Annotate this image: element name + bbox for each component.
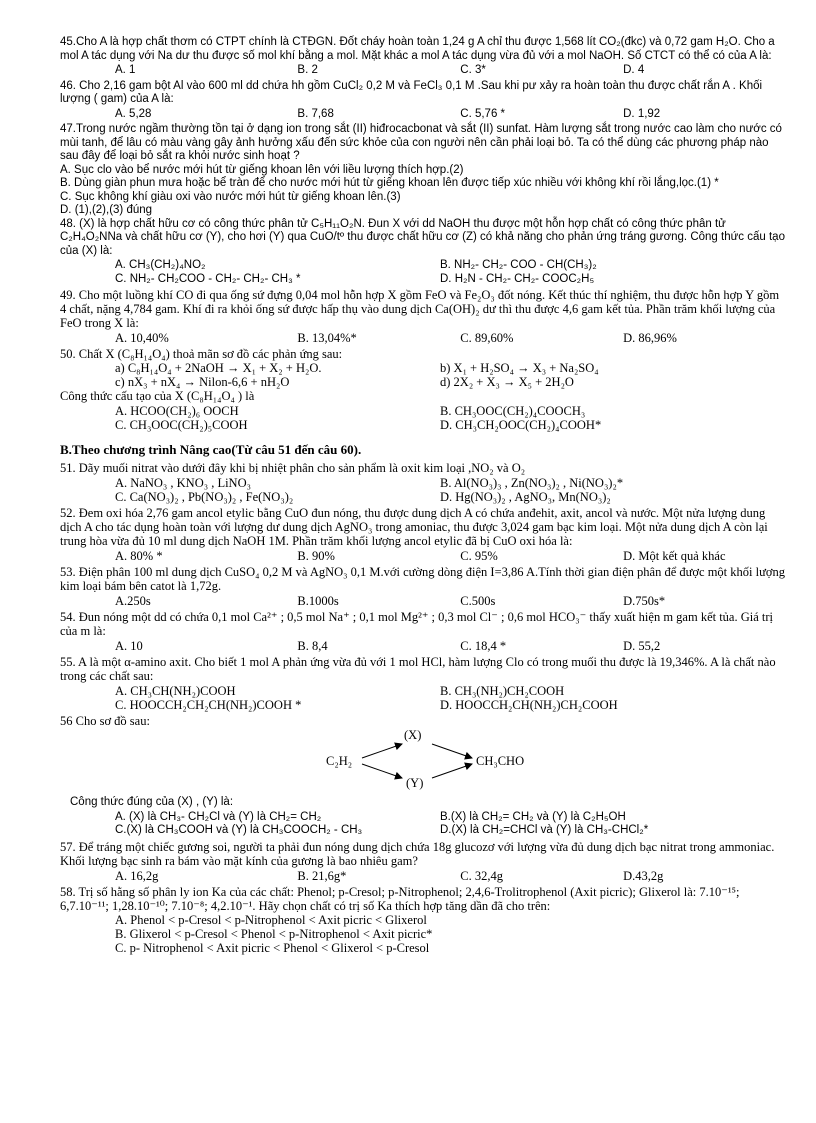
option-b: B. Glixerol < p-Cresol < Phenol < p-Nitrophenol < Axit picric*	[115, 926, 433, 941]
question-stem: 52. Đem oxi hóa 2,76 gam ancol etylic bằng CuO đun nóng, thu được dung dịch A có chứa anđehit, axit, ancol và nước. Một nửa lượng dung dịch A cho tác dụng hoàn toàn với lượng dư dung dịch AgNO₃ trong amoniac, thu được 3,024 gam bạc kim loại. Một nửa dung dịch A còn lại trung hòa vừa đủ 10 ml dung dịch NaOH 1M. Phần trăm khối lượng ancol etylic đã bị CuO oxi hóa là:	[60, 506, 768, 548]
question-46	[60, 80, 786, 122]
option-d: D.(X) là CH₂=CHCl và (Y) là CH₃-CHCl₂*	[440, 824, 649, 836]
option-d: D. HOOCCH₂CH(NH₂)CH₂COOH	[440, 698, 618, 712]
option-c: C. 32,4g	[460, 868, 503, 883]
equation-b: b) X₁ + H₂SO₄ → X₃ + Na₂SO₄	[440, 361, 599, 375]
arrow-x-to-right	[432, 744, 472, 758]
question-stem: 46. Cho 2,16 gam bột Al vào 600 ml dd chứa hh gồm CuCl₂ 0,2 M và FeCl₃ 0,1 M .Sau khi pư xảy ra hoàn toàn thu được chất rắn A . Khối lượng ( gam) của A là:	[60, 79, 763, 105]
option-c: C. 18,4 *	[460, 639, 507, 653]
option-c: C. 89,60%	[460, 331, 514, 345]
equation-a: a) C₈H₁₄O₄ + 2NaOH → X₁ + X₂ + H₂O.	[115, 361, 322, 375]
option-a: A. Sục clo vào bể nước mới hút từ giếng khoan lên với liều lượng thích hợp.(2)	[60, 163, 464, 176]
options-grid	[60, 404, 786, 432]
arrow-left-to-x	[362, 744, 402, 758]
reaction-scheme	[60, 361, 786, 389]
option-b: B. 90%	[297, 549, 335, 563]
option-b: B.1000s	[297, 594, 339, 608]
options-row	[60, 549, 786, 563]
options-row	[60, 639, 786, 653]
question-stem: 54. Đun nóng một dd có chứa 0,1 mol Ca²⁺ ; 0,5 mol Na⁺ ; 0,1 mol Mg²⁺ ; 0,3 mol Cl⁻ ; 0,6 mol HCO₃⁻ thấy xuất hiện m gam kết tủa. Giá trị của m là:	[60, 610, 774, 638]
option-c: C. Sục không khí giàu oxi vào nước mới hút từ giếng khoan lên.(3)	[60, 190, 401, 203]
option-b: B. Dùng giàn phun mưa hoặc bể tràn để cho nước mới hút từ giếng khoan lên được tiếp xúc nhiều với không khí rồi lắng,lọc.(1) *	[60, 177, 719, 189]
question-52	[60, 506, 786, 563]
question-53	[60, 565, 786, 608]
option-c: C. HOOCCH₂CH₂CH(NH₂)COOH *	[115, 698, 302, 712]
equation-d: d) 2X₂ + X₃ → X₅ + 2H₂O	[440, 375, 574, 389]
question-stem: 47.Trong nước ngầm thường tồn tại ở dạng ion trong sắt (II) hiđrocacbonat và sắt (II) sunfat. Hàm lượng sắt trong nước cao làm cho nước có mùi tanh, để lâu có màu vàng gây ảnh hưởng xấu đến sức khỏe của con người nên cần phải loại bỏ. Ta có thể dùng các phương pháp nào sau đây để loại bỏ sắt ra khỏi nước sinh hoạt ?	[60, 123, 782, 162]
question-stem: 57. Để tráng một chiếc gương soi, người ta phải đun nóng dung dịch chứa 18g glucozơ với lượng vừa đủ dung dịch bạc nitrat trong ammoniac. Khối lượng bạc sinh ra bám vào mặt kính của gương là bao nhiêu gam?	[60, 839, 775, 868]
option-b: B. 8,4	[297, 639, 328, 653]
option-b: B. 21,6g*	[297, 868, 347, 883]
question-subprompt: Công thức đúng của (X) , (Y) là:	[70, 796, 234, 808]
option-c: C. NH₂- CH₂COO - CH₂- CH₂- CH₃ *	[115, 272, 301, 285]
equation-c: c) nX₃ + nX₄ → Nilon-6,6 + nH₂O	[115, 375, 290, 389]
question-54	[60, 610, 786, 653]
question-47	[60, 123, 786, 218]
question-stem: 49. Cho một luồng khí CO đi qua ống sứ đựng 0,04 mol hỗn hợp X gồm FeO và Fe₂O₃ đốt nóng. Kết thúc thí nghiệm, thu được hỗn hợp Y gồm 4 chất, nặng 4,784 gam. Khí đi ra khỏi ống sứ được hấp thụ vào dung dịch Ca(OH)₂ dư thì thu được 4,6 gam kết tủa. Phần trăm khối lượng của FeO trong X là:	[60, 288, 780, 330]
option-d: D.750s*	[623, 594, 666, 608]
section-heading: B.Theo chương trình Nâng cao(Từ câu 51 đến câu 60).	[60, 442, 362, 457]
option-b: B. CH₃(NH₂)CH₂COOH	[440, 684, 565, 698]
option-b: B. CH₃OOC(CH₂)₄COOCH₃	[440, 404, 586, 418]
question-51	[60, 461, 786, 504]
option-d: D. Một kết quả khác	[623, 549, 726, 563]
question-stem: 55. A là một α-amino axit. Cho biết 1 mol A phản ứng vừa đủ với 1 mol HCl, hàm lượng Clo có trong muối thu được là 19,346%. A là chất nào trong các chất sau:	[60, 655, 776, 683]
option-d: D. 1,92	[623, 107, 661, 120]
question-50	[60, 347, 786, 432]
options-list	[60, 164, 786, 218]
option-b: B. 13,04%*	[297, 331, 357, 345]
option-b: B. 7,68	[297, 107, 334, 120]
question-stem: 56 Cho sơ đồ sau:	[60, 714, 150, 728]
options-grid	[60, 811, 786, 838]
options-grid	[60, 476, 786, 504]
question-stem: 53. Điện phân 100 ml dung dịch CuSO₄ 0,2 M và AgNO₃ 0,1 M.với cường dòng điện I=3,86 A.Tính thời gian điện phân để được một khối lượng kim loại bám bên catot là 1,72g.	[60, 565, 785, 593]
reaction-diagram	[60, 730, 786, 792]
option-a: A. 5,28	[115, 107, 152, 120]
diagram-right: CH₃CHO	[476, 754, 525, 768]
options-row	[60, 331, 786, 345]
option-c: C.500s	[460, 594, 496, 608]
option-a: A. HCOO(CH₂)₆ OOCH	[115, 404, 239, 418]
option-a: A. 10,40%	[115, 331, 169, 345]
option-d: D. 86,96%	[623, 331, 677, 345]
option-d: D. H₂N - CH₂- CH₂- COOC₂H₅	[440, 272, 595, 285]
option-a: A. 1	[115, 64, 136, 76]
question-stem: 58. Trị số hằng số phân ly ion Ka của các chất: Phenol; p-Cresol; p-Nitrophenol; 2,4,6-Trolitrophenol (Axit picric); Glixerol là: 7.10⁻¹⁵; 6,7.10⁻¹¹; 1,28.10⁻¹⁰; 7.10⁻⁸; 4,2.10⁻¹. Hãy chọn chất có trị số Ka thích hợp tăng dần đã cho trên:	[60, 884, 740, 913]
question-48	[60, 218, 786, 287]
option-c: C. 95%	[460, 549, 498, 563]
diagram-top: (X)	[404, 728, 422, 742]
option-a: A. (X) là CH₃- CH₂Cl và (Y) là CH₂= CH₂	[115, 810, 322, 823]
arrow-left-to-y	[362, 764, 402, 778]
options-list	[60, 913, 786, 955]
option-c: C.(X) là CH₃COOH và (Y) là CH₃COOCH₂ - CH₃	[115, 824, 363, 836]
option-d: D. 4	[623, 64, 645, 76]
option-c: C. 3*	[460, 64, 486, 76]
question-stem: 51. Dãy muối nitrat vào dưới đây khi bị nhiệt phân cho sản phẩm là oxit kim loại ,NO₂ và O₂	[60, 461, 526, 475]
question-subprompt: Công thức cấu tạo của X (C₈H₁₄O₄ ) là	[60, 389, 255, 403]
option-a: A. CH₃CH(NH₂)COOH	[115, 684, 236, 698]
options-grid	[60, 684, 786, 712]
options-row	[60, 64, 786, 78]
question-55	[60, 655, 786, 712]
option-d: D. 55,2	[623, 639, 661, 653]
option-a: A.250s	[115, 594, 151, 608]
diagram-bottom: (Y)	[406, 776, 424, 790]
option-b: B.(X) là CH₂= CH₂ và (Y) là C₂H₅OH	[440, 810, 626, 823]
option-d: D. (1),(2),(3) đúng	[60, 204, 153, 216]
option-d: D. Hg(NO₃)₂ , AgNO₃, Mn(NO₃)₂	[440, 490, 611, 504]
arrow-y-to-right	[432, 764, 472, 778]
option-d: D.43,2g	[623, 868, 664, 883]
option-c: C. Ca(NO₃)₂ , Pb(NO₃)₂ , Fe(NO₃)₂	[115, 490, 294, 504]
diagram-left: C₂H₂	[326, 754, 353, 768]
question-stem: 45.Cho A là hợp chất thơm có CTPT chính là CTĐGN. Đốt cháy hoàn toàn 1,24 g A chỉ thu được 1,568 lít CO₂(đkc) và 0,72 gam H₂O. Cho a mol A tác dụng với Na dư thu được số mol khí bằng a mol. Mặt khác a mol A tác dụng vừa đủ với a mol NaOH. Số CTCT có thể có của A là:	[60, 36, 775, 62]
option-a: A. Phenol < p-Cresol < p-Nitrophenol < Axit picric < Glixerol	[115, 912, 427, 927]
exam-page	[60, 36, 786, 955]
option-c: C. CH₃OOC(CH₂)₅COOH	[115, 418, 248, 432]
options-row	[60, 869, 786, 883]
option-b: B. 2	[297, 64, 318, 76]
option-c: C. p- Nitrophenol < Axit picric < Phenol < Glixerol < p-Cresol	[115, 940, 430, 955]
question-45	[60, 36, 786, 78]
question-stem: 50. Chất X (C₈H₁₄O₄) thoả mãn sơ đồ các phản ứng sau:	[60, 347, 343, 361]
question-58	[60, 885, 786, 955]
option-b: B. Al(NO₃)₃ , Zn(NO₃)₂ , Ni(NO₃)₂*	[440, 476, 624, 490]
option-b: B. NH₂- CH₂- COO - CH(CH₃)₂	[440, 259, 597, 271]
option-a: A. 16,2g	[115, 868, 159, 883]
option-d: D. CH₃CH₂OOC(CH₂)₄COOH*	[440, 418, 602, 432]
question-57	[60, 840, 786, 883]
question-stem: 48. (X) là hợp chất hữu cơ có công thức phân tử C₅H₁₁O₂N. Đun X với dd NaOH thu được một hỗn hợp chất có công thức phân tử C₂H₄O₂NNa và chất hữu cơ (Y), cho hơi (Y) qua CuO/tº thu được chất hữu cơ (Z) có khả năng cho phản ứng tráng gương. Công thức cấu tạo của (X) là:	[60, 217, 785, 257]
option-a: A. 80% *	[115, 549, 163, 563]
question-49	[60, 288, 786, 345]
option-a: A. NaNO₃ , KNO₃ , LiNO₃	[115, 476, 251, 490]
options-grid	[60, 259, 786, 286]
options-row	[60, 594, 786, 608]
option-a: A. CH₃(CH₂)₄NO₂	[115, 259, 206, 271]
option-c: C. 5,76 *	[460, 107, 506, 120]
option-a: A. 10	[115, 639, 143, 653]
options-row	[60, 108, 786, 122]
question-56	[60, 714, 786, 838]
